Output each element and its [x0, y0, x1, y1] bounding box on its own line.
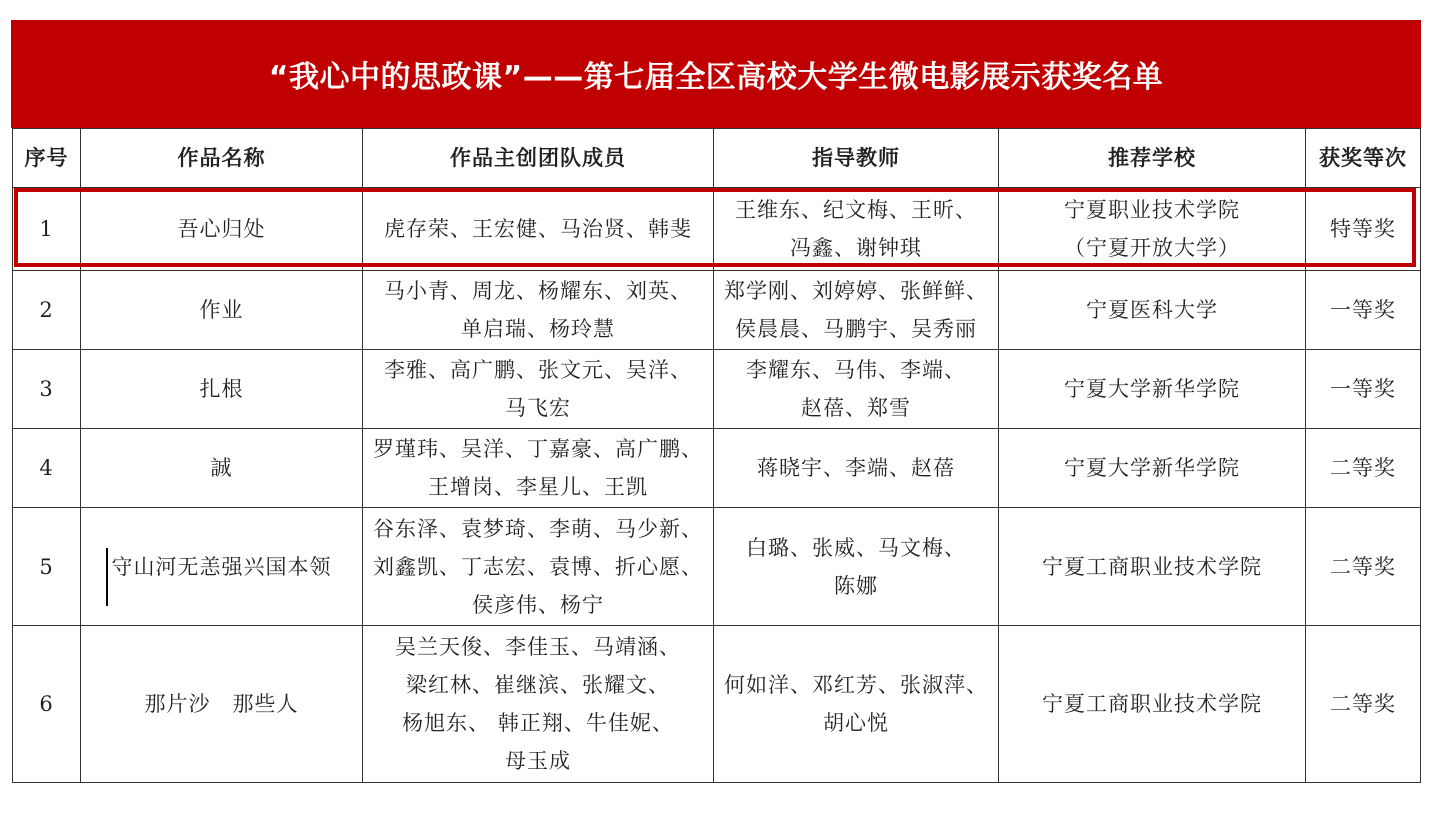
- member-line: 王增岗、李星儿、王凯: [428, 475, 648, 499]
- cell-members: [363, 271, 714, 350]
- cell-school: [999, 188, 1306, 271]
- cell-title: 扎根: [81, 350, 363, 429]
- teacher-line: 蒋晓宇、李端、赵蓓: [757, 456, 955, 480]
- school-line: 宁夏职业技术学院: [1064, 198, 1240, 222]
- cell-teachers: [714, 508, 999, 626]
- cell-title: 誠: [81, 429, 363, 508]
- header-title: 作品名称: [81, 129, 363, 188]
- banner-title: “我心中的思政课”——第七届全区高校大学生微电影展示获奖名单: [268, 60, 1164, 95]
- cell-school: [999, 350, 1306, 429]
- cell-teachers: [714, 350, 999, 429]
- teacher-line: 陈娜: [834, 573, 878, 598]
- cell-title: 作业: [81, 271, 363, 350]
- cell-title: 守山河无恙强兴国本领: [81, 508, 363, 626]
- awards-table: [12, 128, 1421, 783]
- member-line: 吴兰天俊、李佳玉、马靖涵、: [395, 635, 681, 659]
- cell-school: [999, 508, 1306, 626]
- member-line: 虎存荣、王宏健、马治贤、韩斐: [384, 217, 692, 241]
- cell-title: 吾心归处: [81, 188, 363, 271]
- cell-members: [363, 350, 714, 429]
- cell-no: 6: [13, 626, 81, 783]
- teacher-line: 李耀东、马伟、李端、: [746, 358, 966, 382]
- school-line: 宁夏医科大学: [1086, 298, 1218, 322]
- table-row: [13, 429, 1421, 508]
- cell-award: 二等奖: [1306, 508, 1421, 626]
- cell-no: 5: [13, 508, 81, 626]
- teacher-line: 冯鑫、谢钟琪: [790, 236, 922, 260]
- school-line: 宁夏工商职业技术学院: [1042, 692, 1262, 716]
- teacher-line: 郑学刚、刘婷婷、张鲜鲜、: [724, 279, 988, 303]
- school-line: 宁夏大学新华学院: [1064, 377, 1240, 401]
- table-row: [13, 626, 1421, 783]
- cell-award: 一等奖: [1306, 271, 1421, 350]
- member-line: 杨旭东、 韩正翔、牛佳妮、: [402, 711, 674, 735]
- header-school: 推荐学校: [999, 129, 1306, 188]
- teacher-line: 何如洋、邓红芳、张淑萍、: [724, 673, 988, 697]
- cell-teachers: [714, 626, 999, 783]
- member-line: 李雅、高广鹏、张文元、吴洋、: [384, 358, 692, 382]
- cell-members: [363, 429, 714, 508]
- cell-award: 一等奖: [1306, 350, 1421, 429]
- cell-title: 那片沙 那些人: [81, 626, 363, 783]
- cell-award: 二等奖: [1306, 429, 1421, 508]
- cell-no: 2: [13, 271, 81, 350]
- table-row: [13, 350, 1421, 429]
- cell-school: [999, 429, 1306, 508]
- cell-teachers: [714, 188, 999, 271]
- cell-teachers: [714, 271, 999, 350]
- cell-members: [363, 626, 714, 783]
- cell-members: [363, 188, 714, 271]
- member-line: 梁红林、崔继滨、张耀文、: [406, 673, 670, 697]
- cell-award: 二等奖: [1306, 626, 1421, 783]
- table-row: [13, 508, 1421, 626]
- teacher-line: 赵蓓、郑雪: [801, 396, 911, 420]
- teacher-line: 侯晨晨、马鹏宇、吴秀丽: [735, 317, 977, 341]
- cell-no: 3: [13, 350, 81, 429]
- header-members: 作品主创团队成员: [363, 129, 714, 188]
- table-row: [13, 271, 1421, 350]
- header-award: 获奖等次: [1306, 129, 1421, 188]
- text-cursor: [106, 548, 108, 606]
- member-line: 刘鑫凯、丁志宏、袁博、折心愿、: [373, 554, 703, 579]
- table-row: [13, 188, 1421, 271]
- teacher-line: 白璐、张威、马文梅、: [746, 535, 966, 560]
- title-banner: [11, 20, 1421, 128]
- cell-no: 4: [13, 429, 81, 508]
- table-header-row: [13, 129, 1421, 188]
- member-line: 罗瑾玮、吴洋、丁嘉豪、高广鹏、: [373, 437, 703, 461]
- cell-award: 特等奖: [1306, 188, 1421, 271]
- school-line: （宁夏开放大学）: [1064, 236, 1240, 260]
- member-line: 侯彦伟、杨宁: [472, 592, 604, 617]
- school-line: 宁夏工商职业技术学院: [1042, 554, 1262, 579]
- teacher-line: 胡心悦: [823, 711, 889, 735]
- header-teachers: 指导教师: [714, 129, 999, 188]
- member-line: 母玉成: [505, 749, 571, 773]
- school-line: 宁夏大学新华学院: [1064, 456, 1240, 480]
- member-line: 马小青、周龙、杨耀东、刘英、: [384, 279, 692, 303]
- member-line: 谷东泽、袁梦琦、李萌、马少新、: [373, 516, 703, 541]
- teacher-line: 王维东、纪文梅、王昕、: [735, 198, 977, 222]
- cell-teachers: [714, 429, 999, 508]
- member-line: 单启瑞、杨玲慧: [461, 317, 615, 341]
- cell-members: [363, 508, 714, 626]
- member-line: 马飞宏: [505, 396, 571, 420]
- cell-school: [999, 626, 1306, 783]
- cell-school: [999, 271, 1306, 350]
- header-no: 序号: [13, 129, 81, 188]
- cell-no: 1: [13, 188, 81, 271]
